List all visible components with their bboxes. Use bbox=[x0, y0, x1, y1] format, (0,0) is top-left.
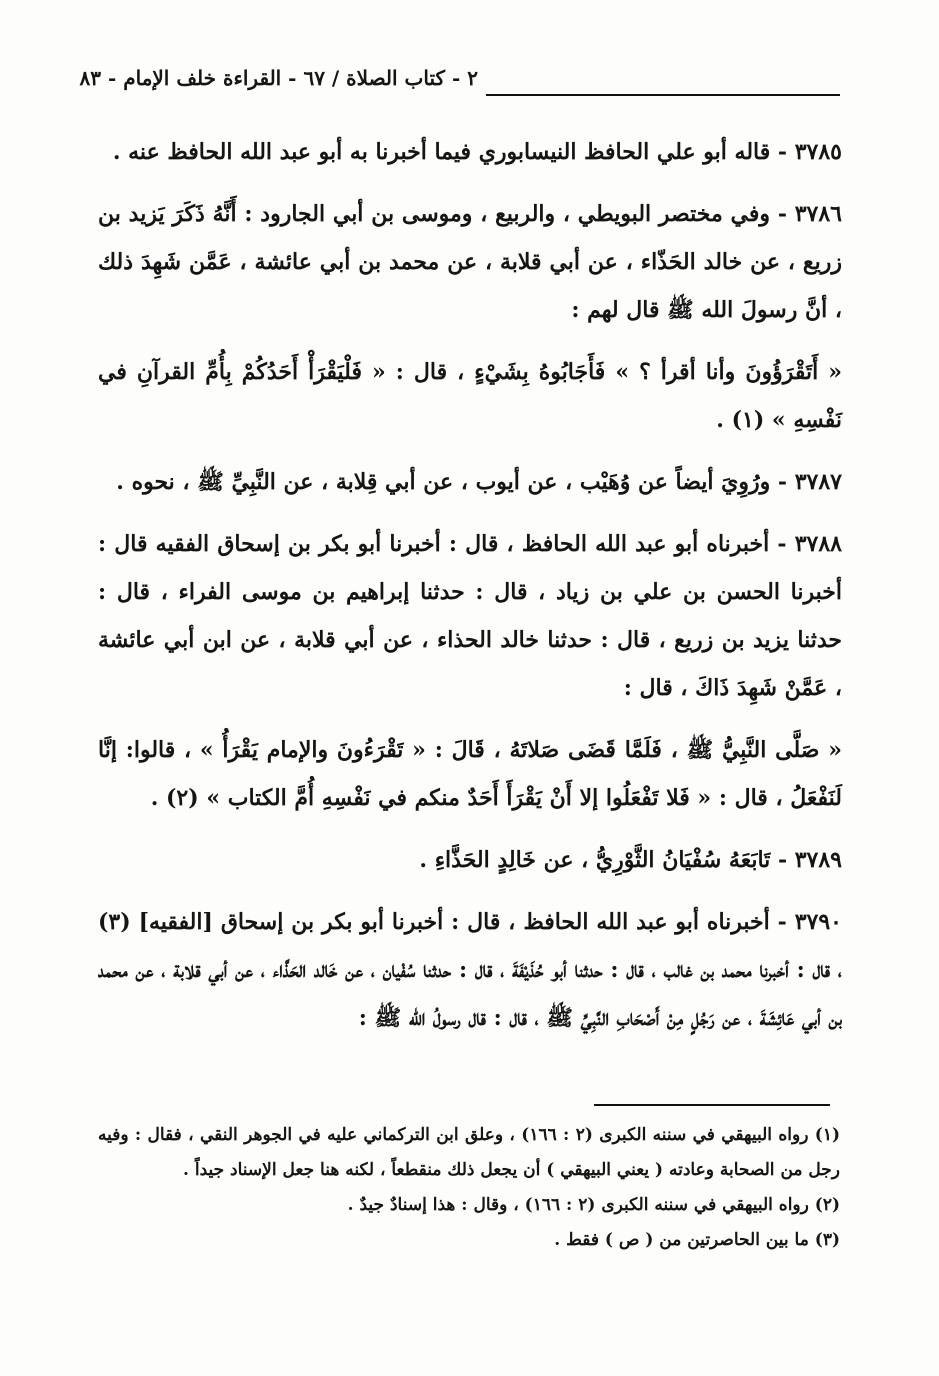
hadith-3785: ٣٧٨٥ - قاله أبو علي الحافظ النيسابوري فيما أخبرنا به أبو عبد الله الحافظ عنه . bbox=[112, 139, 842, 165]
footnote-3: (٣) ما بين الحاصرتين من ( ص ) فقط . bbox=[554, 1230, 840, 1250]
hadith-3787: ٣٧٨٧ - ورُوِيَ أيضاً عن وُهَيْب ، عن أيوب ، عن أبي قِلابة ، عن النَّبِيِّ ﷺ ، نحوه . bbox=[116, 469, 842, 495]
footnote-1: (١) رواه البيهقي في سننه الكبرى (٢ : ١٦٦) ، وعلق ابن التركماني عليه في الجوهر النقي ، فقال : وفيه رجل من الصحابة وعادته ( يعني البيهقي ) أن يجعل ذلك منقطعاً ، لكنه هنا جعل الإسناد جيداً . bbox=[98, 1125, 840, 1180]
footnote-rule bbox=[594, 1104, 830, 1106]
hadith-3788-matn: « صَلَّى النَّبِيُّ ﷺ ، فَلَمَّا قَضَى صَلاتَهُ ، قَالَ : « تَقْرَءُونَ والإمام يَقْرَأُ » ، قالوا: إنَّا لَنَفْعَلُ ، قال : « فَلا تَفْعَلُوا إلا أَنْ يَقْرَأَ أَحَدٌ منكم في نَفْسِهِ أُمَّ الكتاب » (٢) . bbox=[98, 737, 842, 811]
running-header bbox=[79, 66, 840, 106]
footnote-2: (٢) رواه البيهقي في سننه الكبرى (٢ : ١٦٦) ، وقال : هذا إسنادٌ جيدٌ . bbox=[347, 1195, 840, 1215]
main-text bbox=[98, 128, 842, 1056]
hadith-3786: ٣٧٨٦ - وفي مختصر البويطي ، والربيع ، وموسى بن أبي الجارود : أَنَّهُ ذَكَرَ يَزيد بن زريع ، عن خالد الحَذّاء ، عن أبي قلابة ، عن محمد بن أبي عائشة ، عَمَّن شَهِدَ ذلك ، أنَّ رسولَ الله ﷺ قال لهم : bbox=[98, 201, 842, 323]
hadith-3790: ٣٧٩٠ - أخبرناه أبو عبد الله الحافظ ، قال : أخبرنا أبو بكر بن إسحاق [الفقيه] (٣) ، قال : أخبرنا محمد بن غالب ، قال : حدثنا أبو حُذَيْفَةَ ، قال : حدثنا سُفْيان ، عن خَالد الحَذَّاء ، عن أبي قلابة ، عن محمد بن أبي عَائِشَةَ ، عن رَجُلٍ مِنْ أَصْحَابِ النَّبِيِّ ﷺ ، قال : قال رسولُ الله ﷺ : bbox=[98, 909, 842, 1031]
footnotes bbox=[98, 1118, 840, 1258]
hadith-3788: ٣٧٨٨ - أخبرناه أبو عبد الله الحافظ ، قال : أخبرنا أبو بكر بن إسحاق الفقيه قال : أخبرنا الحسن بن علي بن زياد ، قال : حدثنا إبراهيم بن موسى الفراء ، قال : حدثنا يزيد بن زريع ، قال : حدثنا خالد الحذاء ، عن أبي قلابة ، عن ابن أبي عائشة ، عَمَّنْ شَهِدَ ذَاكَ ، قال : bbox=[98, 531, 842, 701]
hadith-3789: ٣٧٨٩ - تَابَعَهُ سُفْيَانُ الثَّوْرِيُّ ، عن خَالِدٍ الحَذَّاءِ . bbox=[419, 847, 842, 873]
header-rule bbox=[486, 94, 840, 96]
header-title: ٢ - كتاب الصلاة / ٦٧ - القراءة خلف الإمام - ٨٣ bbox=[79, 66, 478, 90]
hadith-3786-matn: « أَتَقْرَؤُونَ وأنا أقرأ ؟ » فَأَجَابُوهُ بِشَيْءٍ ، قال : « فَلْيَقْرَأْ أَحَدُكُمْ بِأُمِّ القرآنِ في نَفْسِهِ » (١) . bbox=[98, 359, 842, 433]
